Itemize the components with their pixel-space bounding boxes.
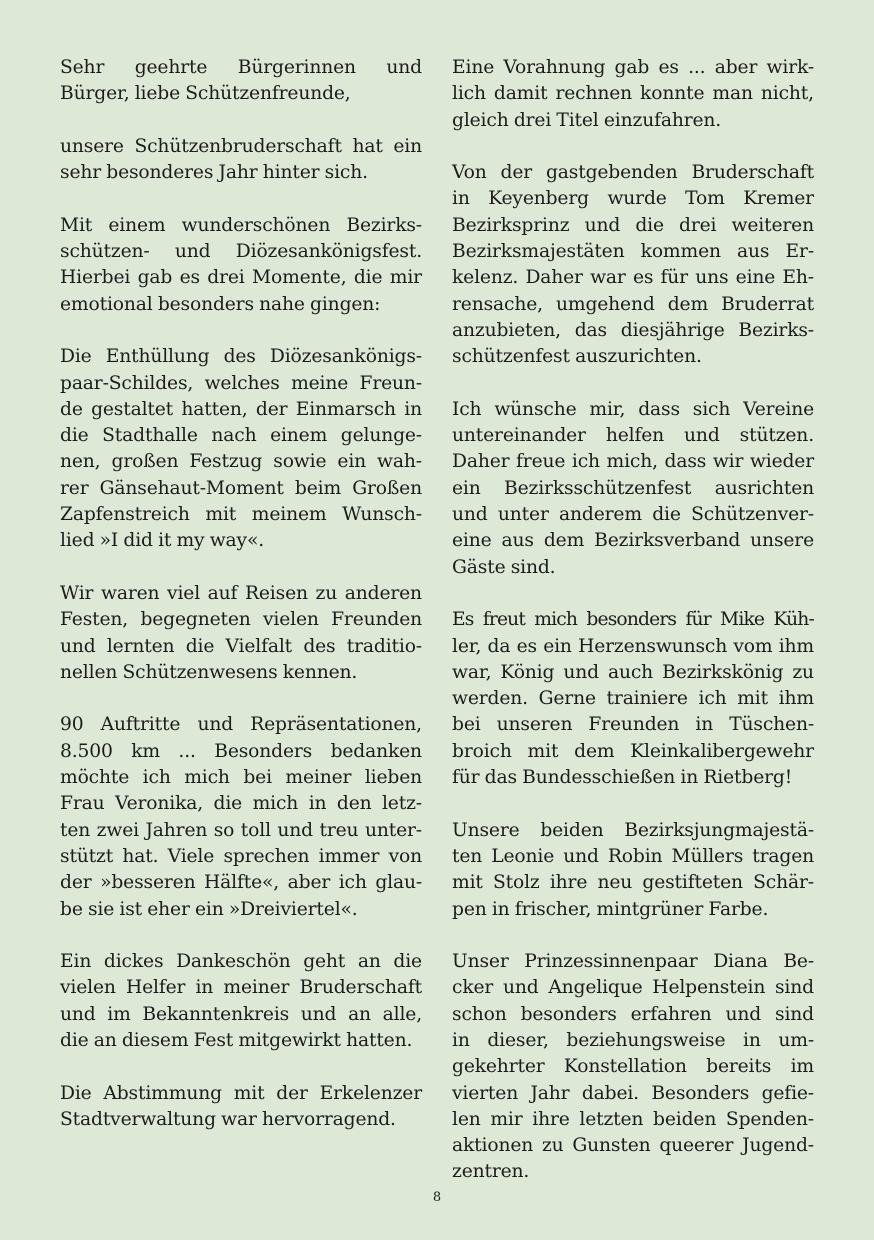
- text-line: schon besonders erfahren und sind: [452, 1003, 814, 1025]
- text-line: vierten Jahr dabei. Besonders gefie-: [452, 1082, 814, 1104]
- text-line: de gestaltet hatten, der Einmarsch in: [60, 398, 422, 420]
- text-line: ten Leonie und Robin Müllers tragen: [452, 845, 814, 867]
- text-line: Unsere beiden Bezirksjungmajestä-: [452, 819, 814, 841]
- text-line: werden. Gerne trainiere ich mit ihm: [452, 688, 814, 710]
- text-line: zentren.: [452, 1161, 530, 1183]
- text-line: der »besseren Hälfte«, aber ich glau-: [60, 872, 422, 894]
- text-line: schützenfest auszurichten.: [452, 346, 702, 368]
- text-line: aktionen zu Gunsten queerer Jugend-: [452, 1135, 814, 1157]
- paragraph-gap: [452, 134, 814, 160]
- text-line: Daher freue ich mich, dass wir wieder: [452, 451, 814, 473]
- paragraph: [452, 160, 814, 370]
- text-line: schützen- und Diözesankönigsfest.: [60, 241, 422, 263]
- text-line: Die Enthüllung des Diözesankönigs-: [60, 346, 422, 368]
- text-line: und lernten die Vielfalt des traditio-: [60, 635, 422, 657]
- text-line: die an diesem Fest mitgewirkt hatten.: [60, 1029, 413, 1051]
- paragraph-gap: [452, 581, 814, 607]
- text-line: nen, großen Festzug sowie ein wah-: [60, 451, 422, 473]
- text-line: und unter anderem die Schützenver-: [452, 504, 814, 526]
- paragraph-gap: [60, 1054, 422, 1080]
- text-line: Es freut mich besonders für Mike Küh-: [452, 609, 814, 631]
- text-line: unsere Schützenbruderschaft hat ein: [60, 135, 422, 157]
- text-line: Ich wünsche mir, dass sich Vereine: [452, 398, 814, 420]
- text-line: Festen, begegneten vielen Freunden: [60, 609, 422, 631]
- text-line: Bezirksmajestäten kommen aus Er-: [452, 241, 814, 263]
- text-line: Von der gastgebenden Bruderschaft: [452, 162, 814, 184]
- text-line: ten zwei Jahren so toll und treu unter-: [60, 819, 422, 841]
- paragraph-gap: [452, 791, 814, 817]
- text-line: Wir waren viel auf Reisen zu anderen: [60, 582, 422, 604]
- text-line: anzubieten, das diesjährige Bezirks-: [452, 319, 814, 341]
- paragraph: [452, 818, 814, 923]
- text-line: be sie ist eher ein »Dreiviertel«.: [60, 898, 358, 920]
- text-line: die Stadthalle nach einem gelunge-: [60, 425, 422, 447]
- text-line: emotional besonders nahe gingen:: [60, 293, 381, 315]
- text-line: möchte ich mich bei meiner lieben: [60, 767, 422, 789]
- text-line: gleich drei Titel einzufahren.: [452, 109, 722, 131]
- text-line: stützt hat. Viele sprechen immer von: [60, 845, 422, 867]
- text-line: und im Bekanntenkreis und an alle,: [60, 1003, 422, 1025]
- text-line: gekehrter Konstellation bereits im: [452, 1056, 814, 1078]
- text-line: Die Abstimmung mit der Erkelenzer: [60, 1082, 422, 1104]
- text-line: in dieser, beziehungsweise in um-: [452, 1029, 814, 1051]
- text-line: len mir ihre letzten beiden Spenden-: [452, 1108, 814, 1130]
- paragraph: [60, 134, 422, 187]
- text-line: bei unseren Freunden in Tüschen-: [452, 714, 814, 736]
- paragraph-gap: [60, 318, 422, 344]
- text-line: rer Gänsehaut-Moment beim Großen: [60, 477, 422, 499]
- paragraph-gap: [452, 923, 814, 949]
- page-number: 8: [432, 1190, 442, 1205]
- text-line: für das Bundesschießen in Rietberg!: [452, 767, 793, 789]
- text-line: Zapfenstreich mit meinem Wunsch-: [60, 504, 422, 526]
- text-line: cker und Angelique Helpenstein sind: [452, 977, 814, 999]
- text-line: kelenz. Daher war es für uns eine Eh-: [452, 267, 814, 289]
- text-line: Bürger, liebe Schützenfreunde,: [60, 83, 351, 105]
- text-line: ein Bezirksschützenfest ausrichten: [452, 477, 814, 499]
- text-line: eine aus dem Bezirksverband unsere: [452, 530, 814, 552]
- text-line: Frau Veronika, die mich in den letz-: [60, 793, 422, 815]
- text-line: Unser Prinzessinnenpaar Diana Be-: [452, 951, 814, 973]
- text-line: Mit einem wunderschönen Bezirks-: [60, 214, 422, 236]
- right-column: [452, 55, 814, 1186]
- text-line: untereinander helfen und stützen.: [452, 425, 814, 447]
- paragraph: [60, 344, 422, 554]
- paragraph-gap: [60, 186, 422, 212]
- text-line: nellen Schützenwesens kennen.: [60, 661, 358, 683]
- paragraph: [452, 55, 814, 134]
- paragraph: [60, 213, 422, 318]
- text-line: pen in frischer, mintgrüner Farbe.: [452, 898, 769, 920]
- text-line: Stadtverwaltung war hervorragend.: [60, 1108, 396, 1130]
- paragraph: [60, 712, 422, 922]
- text-line: Bezirksprinz und die drei weiteren: [452, 214, 814, 236]
- paragraph-gap: [60, 555, 422, 581]
- text-line: mit Stolz ihre neu gestifteten Schär-: [452, 872, 814, 894]
- paragraph: [452, 949, 814, 1186]
- paragraph: [452, 607, 814, 791]
- text-line: lich damit rechnen konnte man nicht,: [452, 83, 814, 105]
- text-line: Sehr geehrte Bürgerinnen und: [60, 57, 422, 78]
- text-line: in Keyenberg wurde Tom Kremer: [452, 188, 814, 210]
- paragraph: [452, 397, 814, 581]
- paragraph-gap: [452, 371, 814, 397]
- paragraph-gap: [60, 686, 422, 712]
- paragraph: [60, 1081, 422, 1134]
- text-line: war, König und auch Bezirkskönig zu: [452, 661, 814, 683]
- text-line: Ein dickes Dankeschön geht an die: [60, 951, 422, 973]
- paragraph: [60, 55, 422, 108]
- left-column: [60, 55, 422, 1133]
- paragraph-gap: [60, 108, 422, 134]
- text-line: broich mit dem Kleinkalibergewehr: [452, 740, 814, 762]
- paragraph: [60, 949, 422, 1054]
- text-line: 8.500 km ... Besonders bedanken: [60, 740, 422, 762]
- text-line: Gäste sind.: [452, 556, 556, 578]
- paragraph-gap: [60, 923, 422, 949]
- text-line: 90 Auftritte und Repräsentationen,: [60, 714, 422, 736]
- paragraph: [60, 581, 422, 686]
- text-line: Hierbei gab es drei Momente, die mir: [60, 267, 422, 289]
- text-line: lied »I did it my way«.: [60, 530, 265, 552]
- text-line: sehr besonderes Jahr hinter sich.: [60, 162, 368, 184]
- text-line: Eine Vorahnung gab es ... aber wirk-: [452, 57, 814, 78]
- text-line: vielen Helfer in meiner Bruderschaft: [60, 977, 422, 999]
- text-line: rensache, umgehend dem Bruderrat: [452, 293, 814, 315]
- text-line: ler, da es ein Herzenswunsch vom ihm: [452, 635, 814, 657]
- text-line: paar-Schildes, welches meine Freun-: [60, 372, 422, 394]
